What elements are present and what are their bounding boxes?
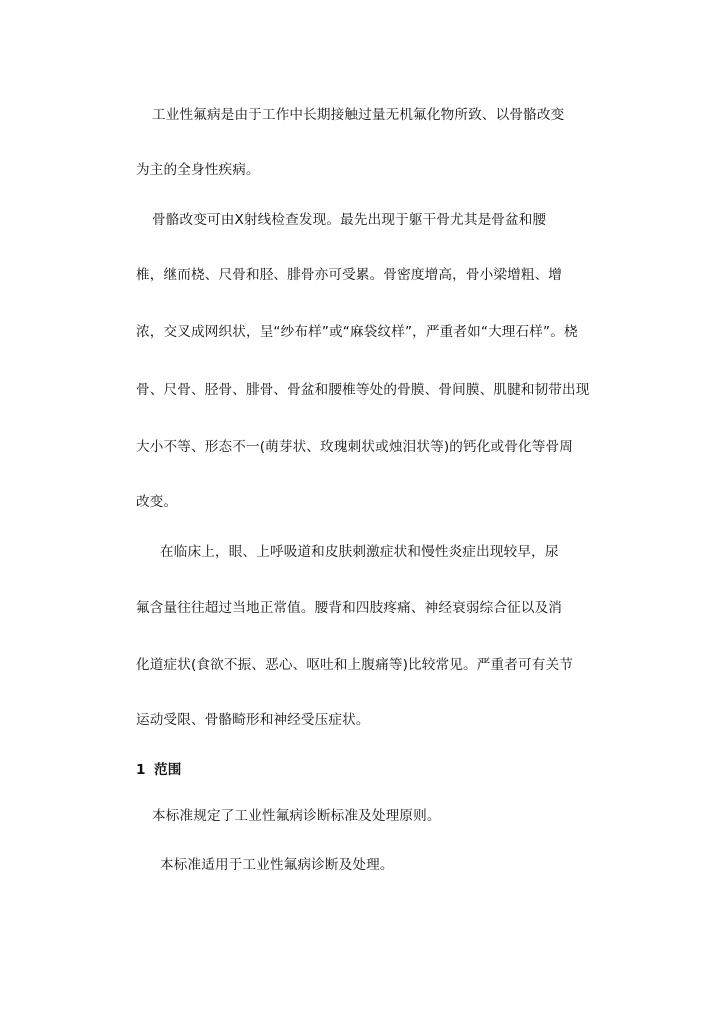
section-paragraph-1: 本标准规定了工业性氟病诊断标准及处理原则。 (152, 808, 441, 824)
paragraph-3-line-4: 运动受限、骨骼畸形和神经受压症状。 (136, 712, 370, 728)
paragraph-3-line-3: 化道症状(食欲不振、恶心、呕吐和上腹痛等)比较常见。严重者可有关节 (136, 657, 573, 673)
paragraph-3-line-2: 氟含量往往超过当地正常值。腰背和四肢疼痛、神经衰弱综合征以及消 (136, 600, 563, 616)
paragraph-2-line-6: 改变。 (136, 494, 178, 510)
paragraph-2-line-3: 浓，交叉成网织状，呈“纱布样”或“麻袋纹样”，严重者如“大理石样”。桡 (136, 324, 578, 340)
section-heading (136, 760, 596, 780)
section-number: 1 (136, 762, 146, 778)
section-paragraph-2: 本标准适用于工业性氟病诊断及处理。 (160, 857, 394, 873)
section-title: 范围 (154, 762, 182, 778)
paragraph-2-line-2: 椎，继而桡、尺骨和胫、腓骨亦可受累。骨密度增高，骨小梁增粗、增 (136, 267, 563, 283)
paragraph-1-line-2: 为主的全身性疾病。 (136, 162, 260, 178)
paragraph-3-line-1: 在临床上，眼、上呼吸道和皮肤刺激症状和慢性炎症出现较早，尿 (160, 544, 559, 560)
paragraph-1-line-1: 工业性氟病是由于工作中长期接触过量无机氟化物所致、以骨骼改变 (152, 107, 565, 123)
paragraph-2-line-4: 骨、尺骨、胫骨、腓骨、骨盆和腰椎等处的骨膜、骨间膜、肌腱和韧带出现 (136, 382, 590, 398)
paragraph-2-line-1: 骨骼改变可由Ⅹ射线检查发现。最先出现于躯干骨尤其是骨盆和腰 (152, 212, 547, 228)
paragraph-2-line-5: 大小不等、形态不一(萌芽状、玫瑰刺状或烛泪状等)的钙化或骨化等骨周 (136, 439, 573, 455)
